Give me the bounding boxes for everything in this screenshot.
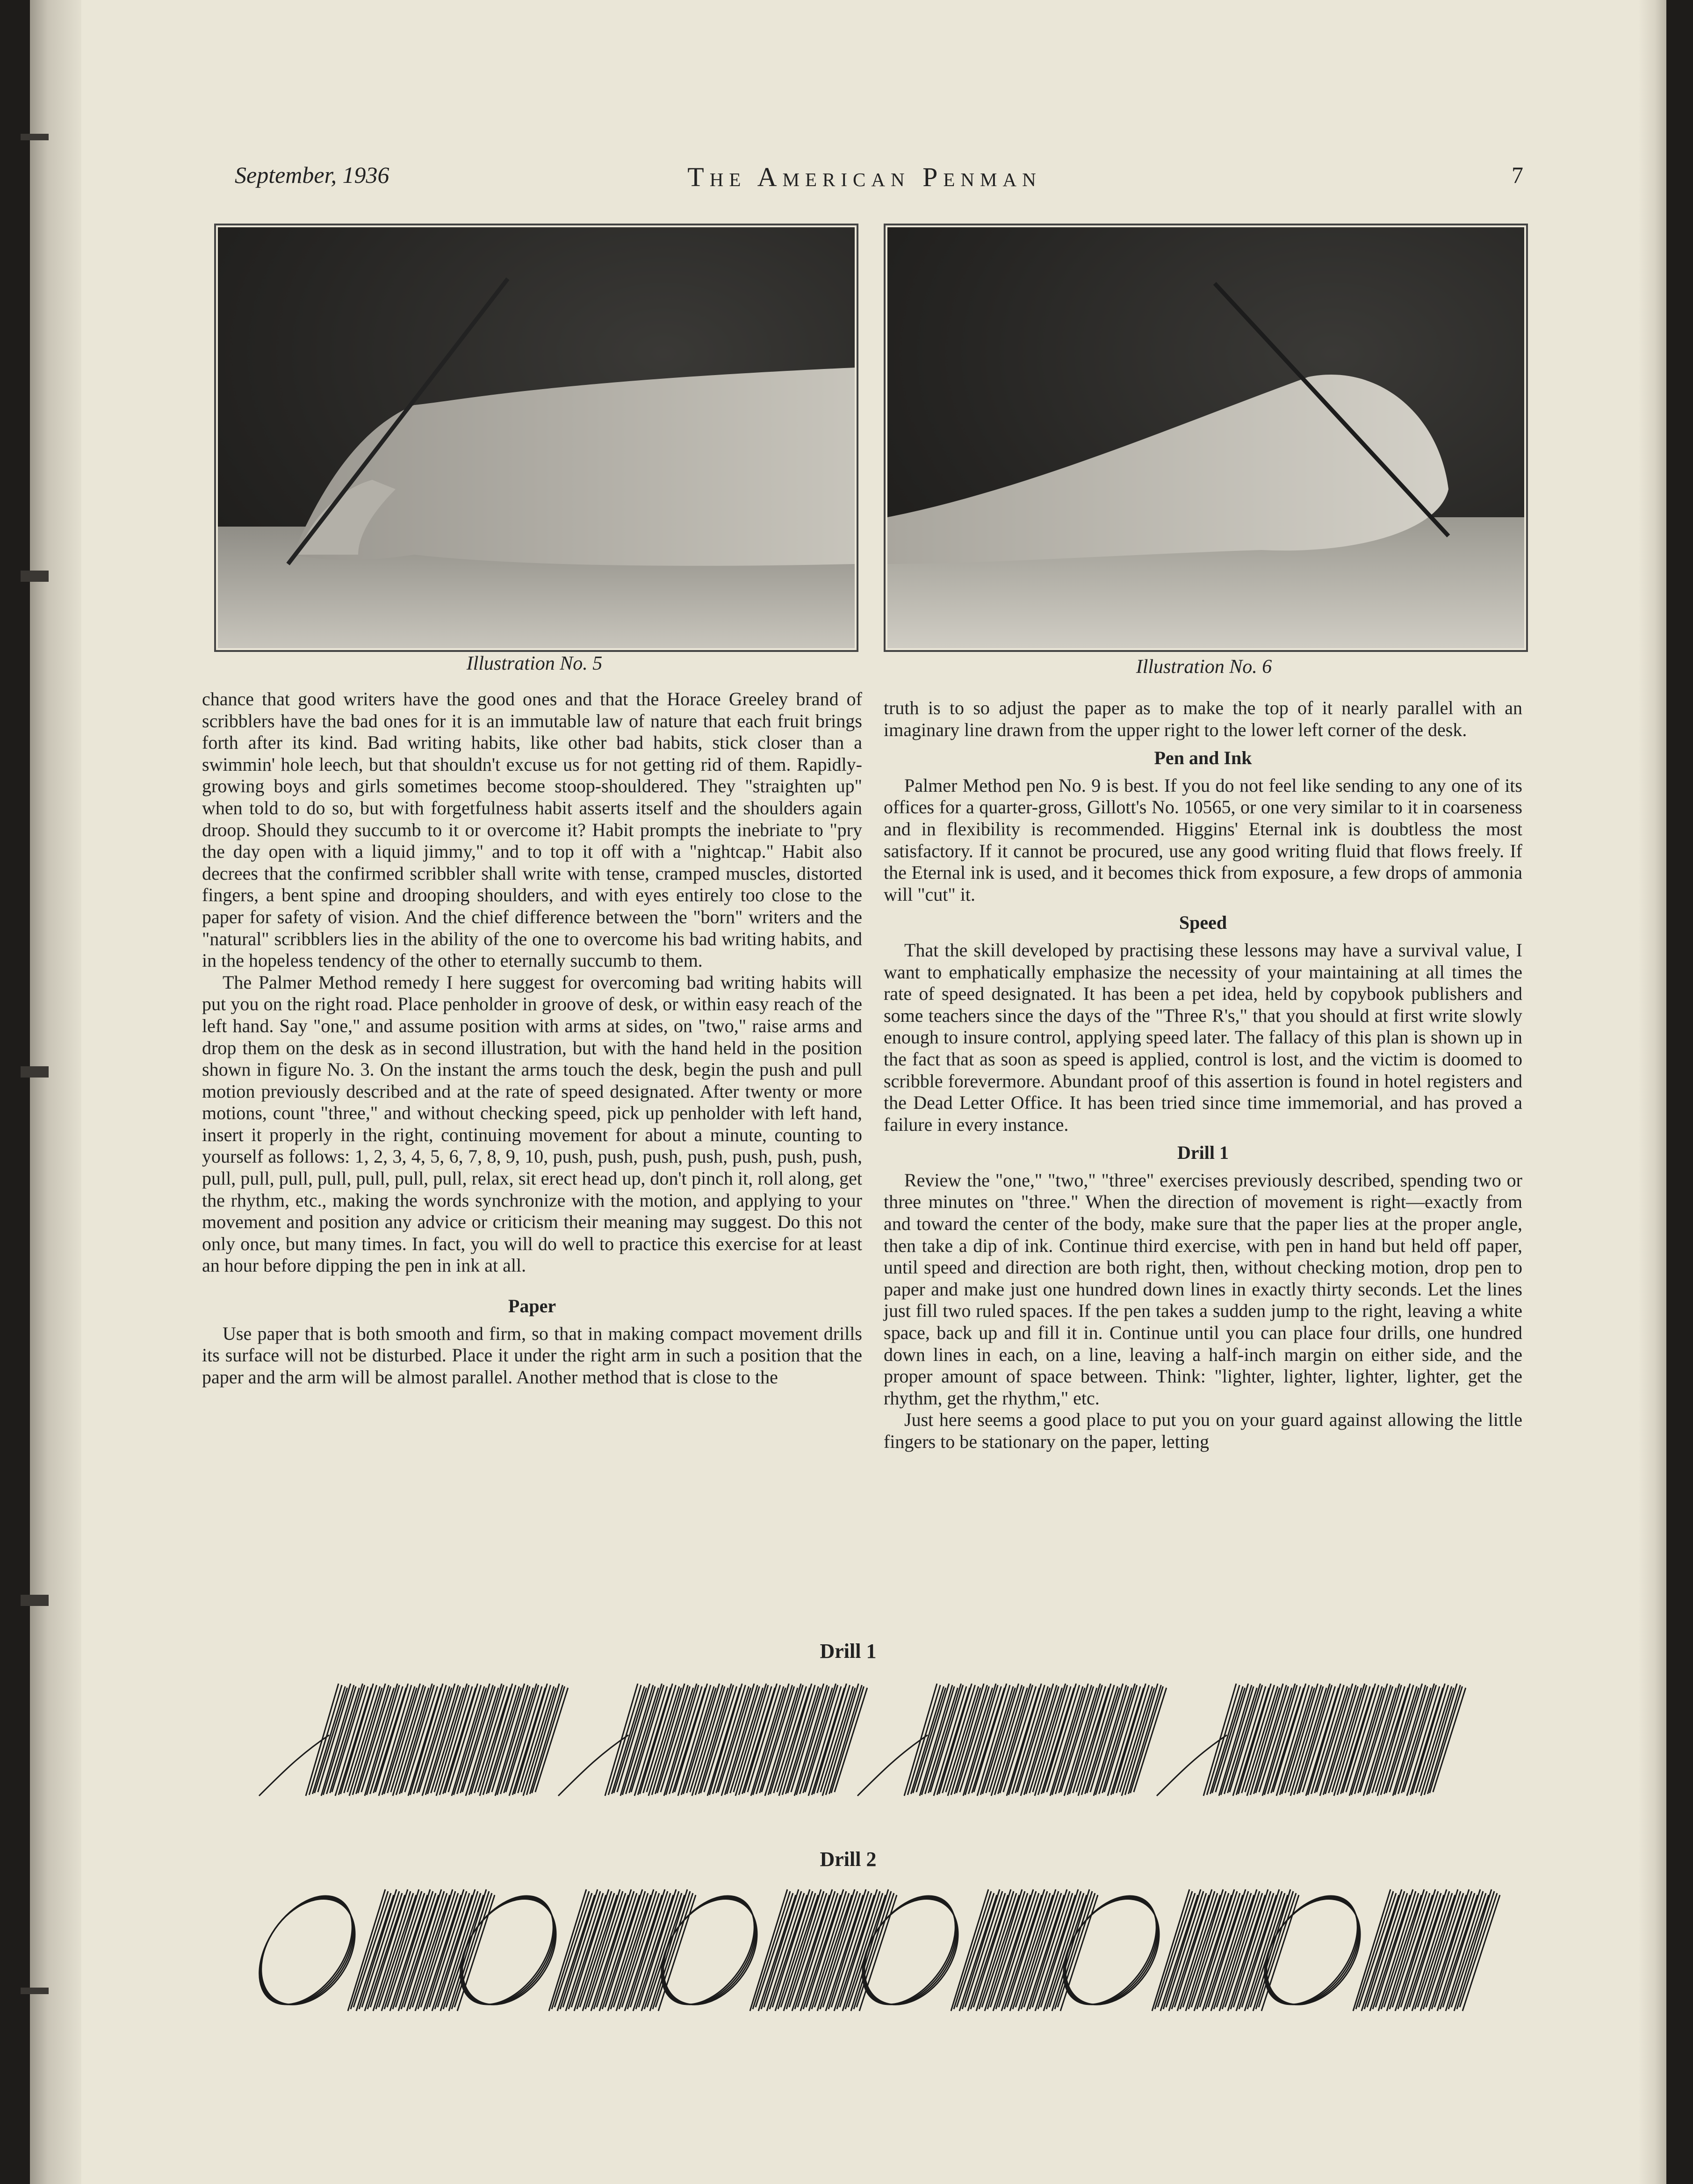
- body-paragraph: Use paper that is both smooth and firm, so that in making compact movement drills its surface will not be disturbed. Place it under the right arm in such a position that the paper and the arm will be almost parallel. Another method that is close to the: [202, 1323, 862, 1388]
- binding-mark: [21, 1988, 49, 1994]
- body-paragraph: That the skill developed by practising these lessons may have a survival value, I want to emphatically emphasize the necessity of your maintaining at all times the rate of speed designated. It has been a pet idea, held by copybook publishers and some teachers since the days of the "Three R's," that you should at first write slowly enough to insure control, applying speed later. The fallacy of this plan is shown up in the fact that as soon as speed is applied, control is lost, and the victim is doomed to scribble forevermore. Abundant proof of this assertion is found in hotel registers and the Dead Letter Office. It has been tried since time immemorial, and has proved a failure in every instance.: [884, 939, 1522, 1135]
- binding-mark: [21, 571, 49, 582]
- illustration-6-photo: [884, 224, 1528, 652]
- binding-gutter: [30, 0, 81, 2184]
- section-heading-speed: Speed: [1179, 912, 1227, 933]
- section-heading-paper: Paper: [508, 1295, 556, 1317]
- body-paragraph: chance that good writers have the good ones and that the Horace Greeley brand of scribblers have the bad ones for it is an immutable law of nature that each fruit brings forth after its kind. Bad writing habits, like other bad habits, stick closer than a swimmin' hole leech, but that shouldn't excuse us for not getting rid of them. Rapidly-growing boys and girls sometimes become stoop-shouldered. They "straighten up" when told to do so, but with forgetfulness habit asserts itself and the shoulders again droop. Should they succumb to it or overcome it? Habit prompts the inebriate to "pry the day open with a liquid jimmy," and to top it off with a "nightcap." Habit also decrees that the confirmed scribbler shall write with tense, cramped muscles, distorted fingers, a bent spine and drooping shoulders, and with eyes entirely too close to the paper for safety of vision. And the chief difference between the "born" writers and the "natural" scribblers lies in the ability of the one to overcome his bad writing habits, and in the hopeless tendency of the other to eternally succumb to them.: [202, 688, 862, 971]
- body-paragraph: Palmer Method pen No. 9 is best. If you do not feel like sending to any one of its offices for a quarter-gross, Gillott's No. 10565, or one very similar to it in coarseness and in flexibility is recommended. Higgins' Eternal ink is doubtless the most satisfactory. If it cannot be procured, use any good writing fluid that flows freely. If the Eternal ink is used, and it becomes thick from exposure, a few drops of ammonia will "cut" it.: [884, 774, 1522, 905]
- body-paragraph: Review the "one," "two," "three" exercises previously described, spending two or three minutes on "three." When the direction of movement is right—exactly from and toward the center of the body, make sure that the paper lies at the proper angle, then take a dip of ink. Continue third exercise, with pen in hand but held off paper, until speed and direction are both right, then, without checking motion, drop pen to paper and make just one hundred down lines in exactly thirty seconds. Let the lines just fill two ruled spaces. If the pen takes a sudden jump to the right, leaving a white space, back up and fill it in. Continue until you can place four drills, one hundred down lines in each, on a line, leaving a half-inch margin on either side, and the proper amount of space between. Think: "lighter, lighter, lighter, lighter, get the rhythm, get the rhythm," etc.: [884, 1169, 1522, 1409]
- right-column: [884, 697, 1522, 1453]
- body-paragraph: The Palmer Method remedy I here suggest for overcoming bad writing habits will put you on the right road. Place penholder in groove of desk, or within easy reach of the left hand. Say "one," and assume position with arms at sides, on "two," raise arms and drop them on the desk as in second illustration, but with the hand held in the position shown in figure No. 3. On the instant the arms touch the desk, begin the push and pull motion previously described and at the rate of speed designated. After twenty or more motions, count "three," and without checking speed, pick up penholder with left hand, insert it properly in the right, continuing movement for about a minute, counting to yourself as follows: 1, 2, 3, 4, 5, 6, 7, 8, 9, 10, push, push, push, push, push, push, push, pull, pull, pull, pull, pull, pull, pull, relax, sit erect head up, don't pinch it, roll along, get the rhythm, etc., making the words synchronize with the motion, and applying to your movement and position any advice or criticism their meaning may suggest. Do this not only once, but many times. In fact, you will do well to practice this exercise for at least an hour before dipping the pen in ink at all.: [202, 971, 862, 1276]
- running-header: [203, 161, 1526, 199]
- page-number: 7: [1512, 162, 1523, 188]
- drill-2-title: Drill 2: [820, 1848, 877, 1871]
- drill-1-exercise: [254, 1679, 1517, 1819]
- body-paragraph: truth is to so adjust the paper as to make the top of it nearly parallel with an imaginary line drawn from the upper right to the lower left corner of the desk.: [884, 697, 1522, 740]
- section-heading-pen-and-ink: Pen and Ink: [1154, 747, 1252, 769]
- header-date: September, 1936: [235, 162, 389, 188]
- binding-mark: [21, 134, 49, 140]
- page-edge: [1638, 0, 1666, 2184]
- header-title: The American Penman: [687, 162, 1042, 192]
- drill-1-strokes: [259, 1684, 1466, 1796]
- drill-2-exercise: [254, 1880, 1517, 2020]
- binding-mark: [21, 1595, 49, 1606]
- binding-mark: [21, 1066, 49, 1078]
- drill-1-title: Drill 1: [820, 1640, 877, 1663]
- illustration-6-caption: Illustration No. 6: [1136, 656, 1272, 678]
- body-paragraph: Just here seems a good place to put you on your guard against allowing the little fingers to be stationary on the paper, letting: [884, 1409, 1522, 1452]
- drill-2-strokes: [254, 1880, 1500, 2020]
- section-heading-drill-1: Drill 1: [1177, 1142, 1229, 1164]
- illustration-5-caption: Illustration No. 5: [466, 653, 603, 674]
- left-column: [202, 688, 862, 1388]
- magazine-page: [30, 0, 1666, 2184]
- illustration-5-photo: [214, 224, 858, 652]
